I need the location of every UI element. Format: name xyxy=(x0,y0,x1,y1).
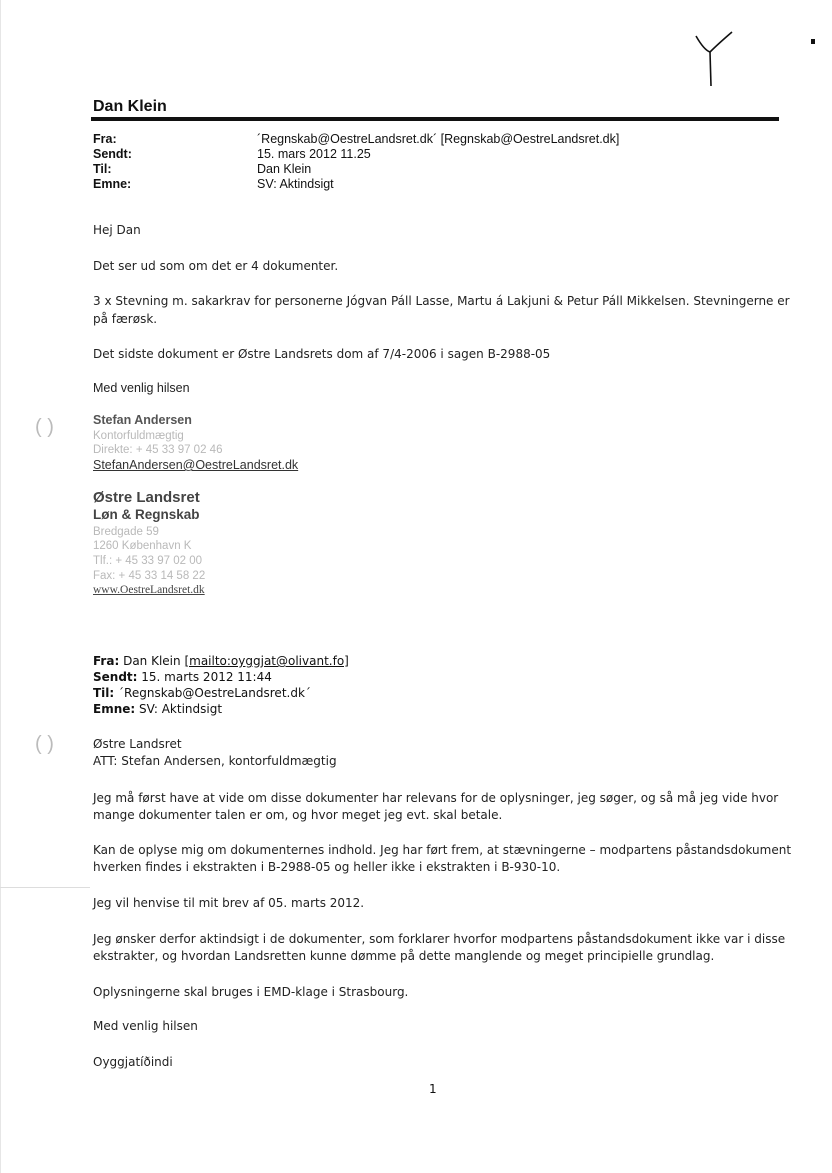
phone: Tlf.: + 45 33 97 02 00 xyxy=(93,555,203,567)
subject-label: Emne: xyxy=(93,177,132,191)
email2-recipient-line-2: ATT: Stefan Andersen, kontorfuldmægtig xyxy=(93,754,337,768)
email2-paragraph-3: Jeg vil henvise til mit brev af 05. marts 2012. xyxy=(93,896,365,910)
email2-paragraph-2b: hverken findes i ekstrakten i B-2988-05 og heller ikke i ekstrakten i B-930-10. xyxy=(93,860,561,874)
body-paragraph-3: Det sidste dokument er Østre Landsrets dom af 7/4-2006 i sagen B-2988-05 xyxy=(93,347,551,361)
email2-paragraph-4b: ekstrakter, og hvordan Landsretten kunne dømme på dette manglende og meget principielle grundlag. xyxy=(93,949,715,963)
subject-value: SV: Aktindsigt xyxy=(257,177,334,191)
email2-from-value: Dan Klein xyxy=(123,654,181,668)
email2-paragraph-5: Oplysningerne skal bruges i EMD-klage i Strasbourg. xyxy=(93,985,409,999)
address-line-2: 1260 København K xyxy=(93,540,192,552)
scan-speck xyxy=(811,39,815,44)
page-edge xyxy=(0,0,1,1173)
to-value: Dan Klein xyxy=(257,162,312,176)
header-rule xyxy=(91,117,779,121)
greeting: Hej Dan xyxy=(93,223,141,237)
email2-recipient-line-1: Østre Landsret xyxy=(93,737,182,751)
sent-label: Sendt: xyxy=(93,147,132,161)
signature-email-link[interactable]: StefanAndersen@OestreLandsret.dk xyxy=(93,458,299,472)
mailbox-owner: Dan Klein xyxy=(93,98,167,115)
email2-paragraph-1a: Jeg må først have at vide om disse dokumenter har relevans for de oplysninger, jeg søger, og så må jeg vide hvor xyxy=(93,791,779,805)
body-paragraph-1: Det ser ud som om det er 4 dokumenter. xyxy=(93,259,339,273)
email2-subject-line xyxy=(93,701,222,717)
website-link[interactable]: www.OestreLandsret.dk xyxy=(93,584,205,596)
from-label: Fra: xyxy=(93,132,117,146)
org-name: Østre Landsret xyxy=(93,489,200,506)
signature-direct: Direkte: + 45 33 97 02 46 xyxy=(93,444,223,456)
address-line-1: Bredgade 59 xyxy=(93,526,159,538)
email2-to-label: Til: xyxy=(93,686,115,700)
signature-name: Stefan Andersen xyxy=(93,413,192,427)
margin-mark-1: ( ) xyxy=(35,416,54,438)
email2-to-line xyxy=(93,685,311,701)
body-paragraph-2b: på færøsk. xyxy=(93,312,158,326)
email2-subject-label: Emne: xyxy=(93,702,136,716)
sent-value: 15. mars 2012 11.25 xyxy=(257,147,371,161)
closing: Med venlig hilsen xyxy=(93,381,190,395)
from-value: ´Regnskab@OestreLandsret.dk´ [Regnskab@OestreLandsret.dk] xyxy=(257,132,620,146)
email2-subject-value: SV: Aktindsigt xyxy=(139,702,223,716)
fax: Fax: + 45 33 14 58 22 xyxy=(93,570,206,582)
email2-from-line xyxy=(93,653,349,669)
to-label: Til: xyxy=(93,162,112,176)
email2-mailto-link[interactable]: [mailto:oyggjat@olivant.fo] xyxy=(184,654,349,668)
email2-sent-value: 15. marts 2012 11:44 xyxy=(141,670,272,684)
margin-mark-2: ( ) xyxy=(35,733,54,755)
email2-paragraph-2a: Kan de oplyse mig om dokumenternes indhold. Jeg har ført frem, at stævningerne – modpartens påstandsdokument xyxy=(93,843,792,857)
email2-from-label: Fra: xyxy=(93,654,120,668)
signature-title: Kontorfuldmægtig xyxy=(93,430,184,442)
email2-closing: Med venlig hilsen xyxy=(93,1019,198,1033)
page-number: 1 xyxy=(429,1082,437,1096)
email2-sent-line xyxy=(93,669,272,685)
email2-sent-label: Sendt: xyxy=(93,670,138,684)
email2-paragraph-1b: mange dokumenter talen er om, og hvor meget jeg evt. skal betale. xyxy=(93,808,503,822)
email2-signoff: Oyggjatíðindi xyxy=(93,1055,173,1069)
margin-rule xyxy=(0,887,90,888)
email2-to-value: ´Regnskab@OestreLandsret.dk´ xyxy=(118,686,311,700)
email2-paragraph-4a: Jeg ønsker derfor aktindsigt i de dokumenter, som forklarer hvorfor modpartens påstandsdokument ikke var i disse xyxy=(93,932,786,946)
org-department: Løn & Regnskab xyxy=(93,507,200,522)
handwritten-mark xyxy=(688,30,738,90)
body-paragraph-2a: 3 x Stevning m. sakarkrav for personerne Jógvan Páll Lasse, Martu á Lakjuni & Petur Páll Mikkelsen. Stevningerne er xyxy=(93,294,790,308)
